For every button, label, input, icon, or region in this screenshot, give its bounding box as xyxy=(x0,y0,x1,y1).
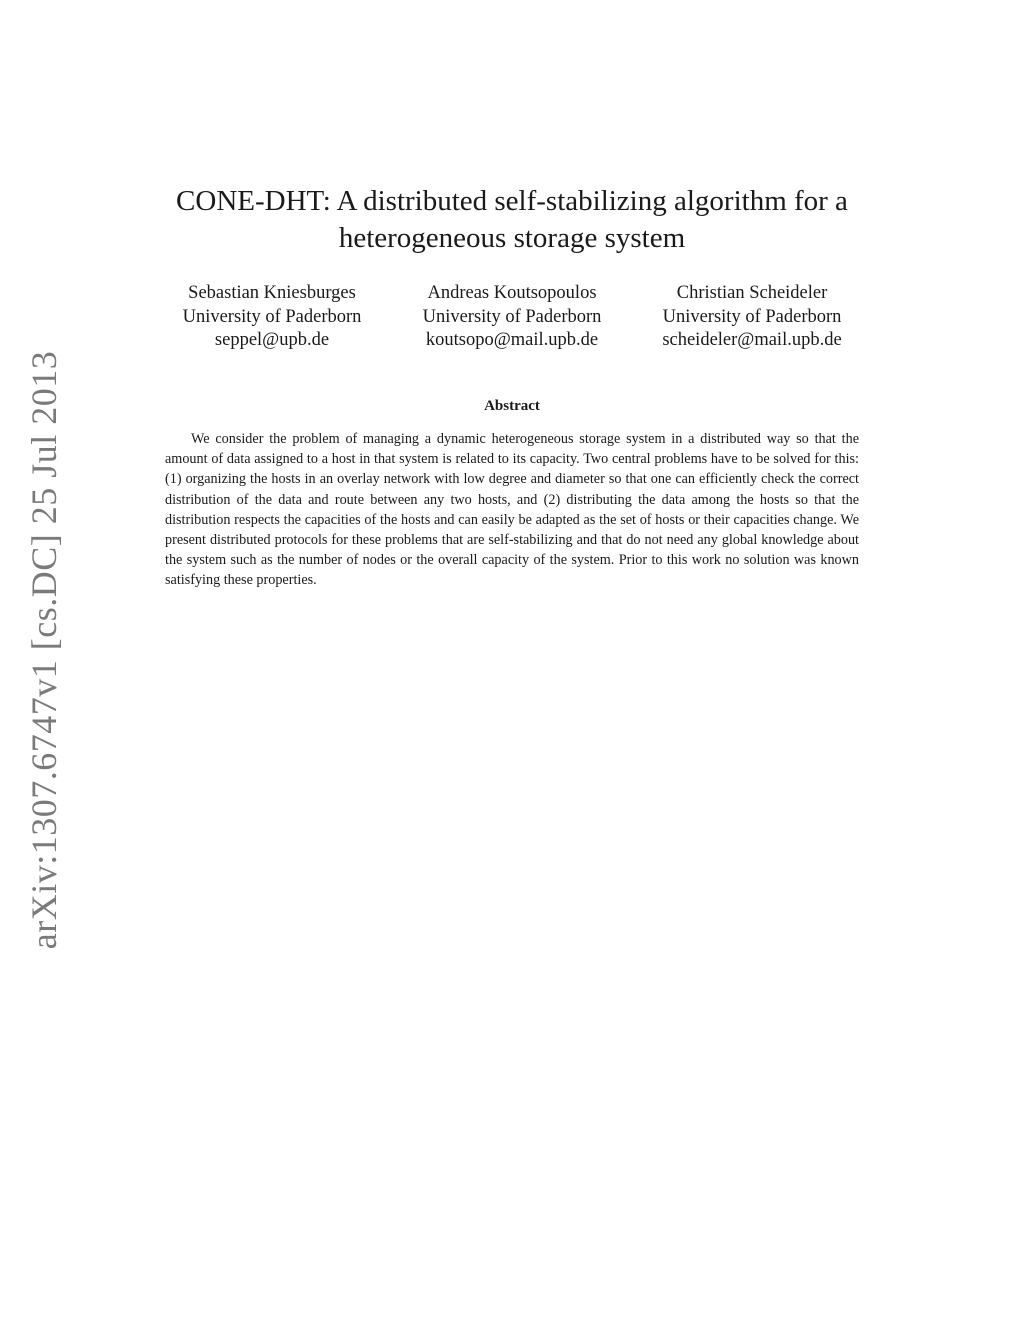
author-email: seppel@upb.de xyxy=(214,330,330,350)
paper-title xyxy=(150,183,874,257)
author-name: Sebastian Kniesburges xyxy=(188,283,356,303)
author-affiliation: University of Paderborn xyxy=(422,306,602,327)
author-block-kniesburges xyxy=(142,282,402,353)
abstract-heading: Abstract xyxy=(484,398,540,414)
paper-title-line-1: CONE-DHT: A distributed self-stabilizing algorithm for a xyxy=(176,185,848,217)
arxiv-identifier-stamp: arXiv:1307.6747v1 [cs.DC] 25 Jul 2013 xyxy=(24,350,64,950)
author-affiliation: University of Paderborn xyxy=(662,306,842,327)
paper-title-line-2: heterogeneous storage system xyxy=(338,222,686,254)
author-block-scheideler xyxy=(622,282,882,353)
author-block-koutsopoulos xyxy=(382,282,642,353)
author-email: scheideler@mail.upb.de xyxy=(662,330,842,350)
author-email: koutsopo@mail.upb.de xyxy=(425,330,599,350)
abstract-text: We consider the problem of managing a dynamic heterogeneous storage system in a distributed way so that the amount of data assigned to a host in that system is related to its capacity. Two central problems have to be solved for this: (1) organizing the hosts in an overlay network with low degree and diameter so that one can efficiently check the correct distribution of the data and route between any two hosts, and (2) distributing the data among the hosts so that the distribution respects the capacities of the hosts and can easily be adapted as the set of hosts or their capacities change. We present distributed protocols for these problems that are self-stabilizing and that do not need any global knowledge about the system such as the number of nodes or the overall capacity of the system. Prior to this work no solution was known satisfying these properties. xyxy=(165,431,859,589)
author-name: Andreas Koutsopoulos xyxy=(427,283,597,303)
author-name: Christian Scheideler xyxy=(676,283,828,303)
author-affiliation: University of Paderborn xyxy=(182,306,362,327)
